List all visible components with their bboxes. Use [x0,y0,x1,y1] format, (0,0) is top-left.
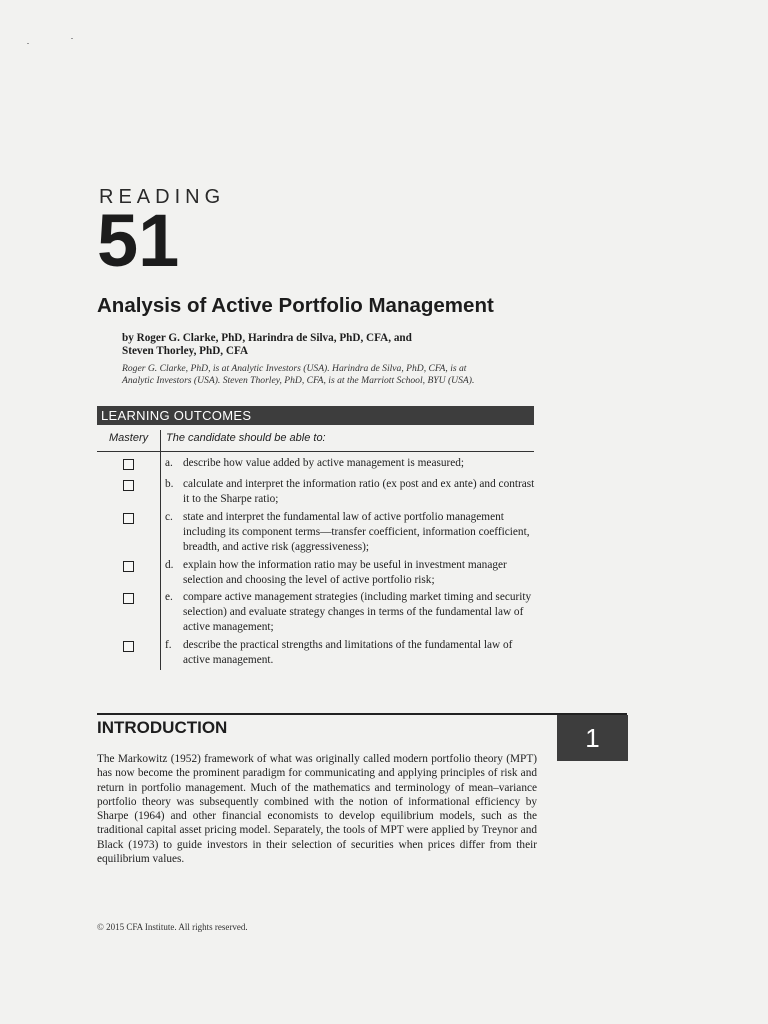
learning-outcomes-header: LEARNING OUTCOMES [97,406,534,425]
mastery-checkbox-e[interactable] [123,593,134,604]
intro-paragraph: The Markowitz (1952) framework of what was originally called modern portfolio theory (MPT) has now become the prominent paradigm for communicating and applying principles of risk and return in portfolio management. Much of the mathematics and terminology of mean–variance portfolio theory was subsequently combined with the notion of informational efficiency by Sharpe (1964) and other financial economists to develop equilibrium models, such as the traditional capital asset pricing model. Separately, the tools of MPT were applied by Treynor and Black (1973) to guide investors in their selection of securities when prices differ from their equilibrium values. [97,753,537,866]
mastery-checkbox-a[interactable] [123,459,134,470]
author-affiliation [122,363,562,387]
column-divider [160,430,161,670]
outcome-letter: c. [165,511,173,523]
outcome-item [165,510,537,555]
outcome-letter: b. [165,478,174,490]
outcome-text: describe the practical strengths and limitations of the fundamental law of active management. [183,639,513,666]
outcome-letter: f. [165,639,172,651]
outcome-item [165,477,537,507]
affiliation-line: Roger G. Clarke, PhD, is at Analytic Investors (USA). Harindra de Silva, PhD, CFA, is at [122,363,467,374]
outcome-letter: e. [165,591,173,603]
outcome-text: describe how value added by active management is measured; [183,457,465,469]
mastery-checkbox-c[interactable] [123,513,134,524]
outcome-text: calculate and interpret the information ratio (ex post and ex ante) and contrast it to the Sharpe ratio; [183,478,535,505]
affiliation-line: Analytic Investors (USA). Steven Thorley, PhD, CFA, is at the Marriott School, BYU (USA). [122,375,475,386]
scan-speck [71,38,73,39]
mastery-column-header: Mastery [109,432,149,444]
table-header-divider [97,451,534,452]
outcome-item [165,456,537,471]
candidate-column-header: The candidate should be able to: [166,432,326,444]
authors [122,332,522,358]
mastery-checkbox-f[interactable] [123,641,134,652]
mastery-checkbox-b[interactable] [123,480,134,491]
authors-line: Steven Thorley, PhD, CFA [122,345,249,357]
outcome-text: compare active management strategies (including market timing and security selection) and evaluate strategy changes in terms of the fundamental law of active management; [183,591,532,633]
reading-label: READING [99,186,226,208]
outcome-item [165,638,537,668]
outcome-text: state and interpret the fundamental law of active portfolio management including its component terms—transfer coefficient, information coefficient, breadth, and active risk (aggressiveness); [183,511,530,553]
mastery-checkbox-d[interactable] [123,561,134,572]
section-rule [97,713,627,715]
reading-title: Analysis of Active Portfolio Management [97,294,494,317]
copyright-notice: © 2015 CFA Institute. All rights reserved. [97,922,248,932]
outcome-letter: a. [165,457,173,469]
section-number-badge: 1 [557,715,628,761]
scan-speck [27,43,29,44]
authors-line: by Roger G. Clarke, PhD, Harindra de Silva, PhD, CFA, and [122,332,412,344]
outcome-item [165,590,537,635]
outcome-text: explain how the information ratio may be useful in investment manager selection and choosing the level of active portfolio risk; [183,559,507,586]
outcome-letter: d. [165,559,174,571]
outcome-item [165,558,537,588]
reading-number: 51 [97,199,180,282]
section-title: INTRODUCTION [97,718,228,737]
